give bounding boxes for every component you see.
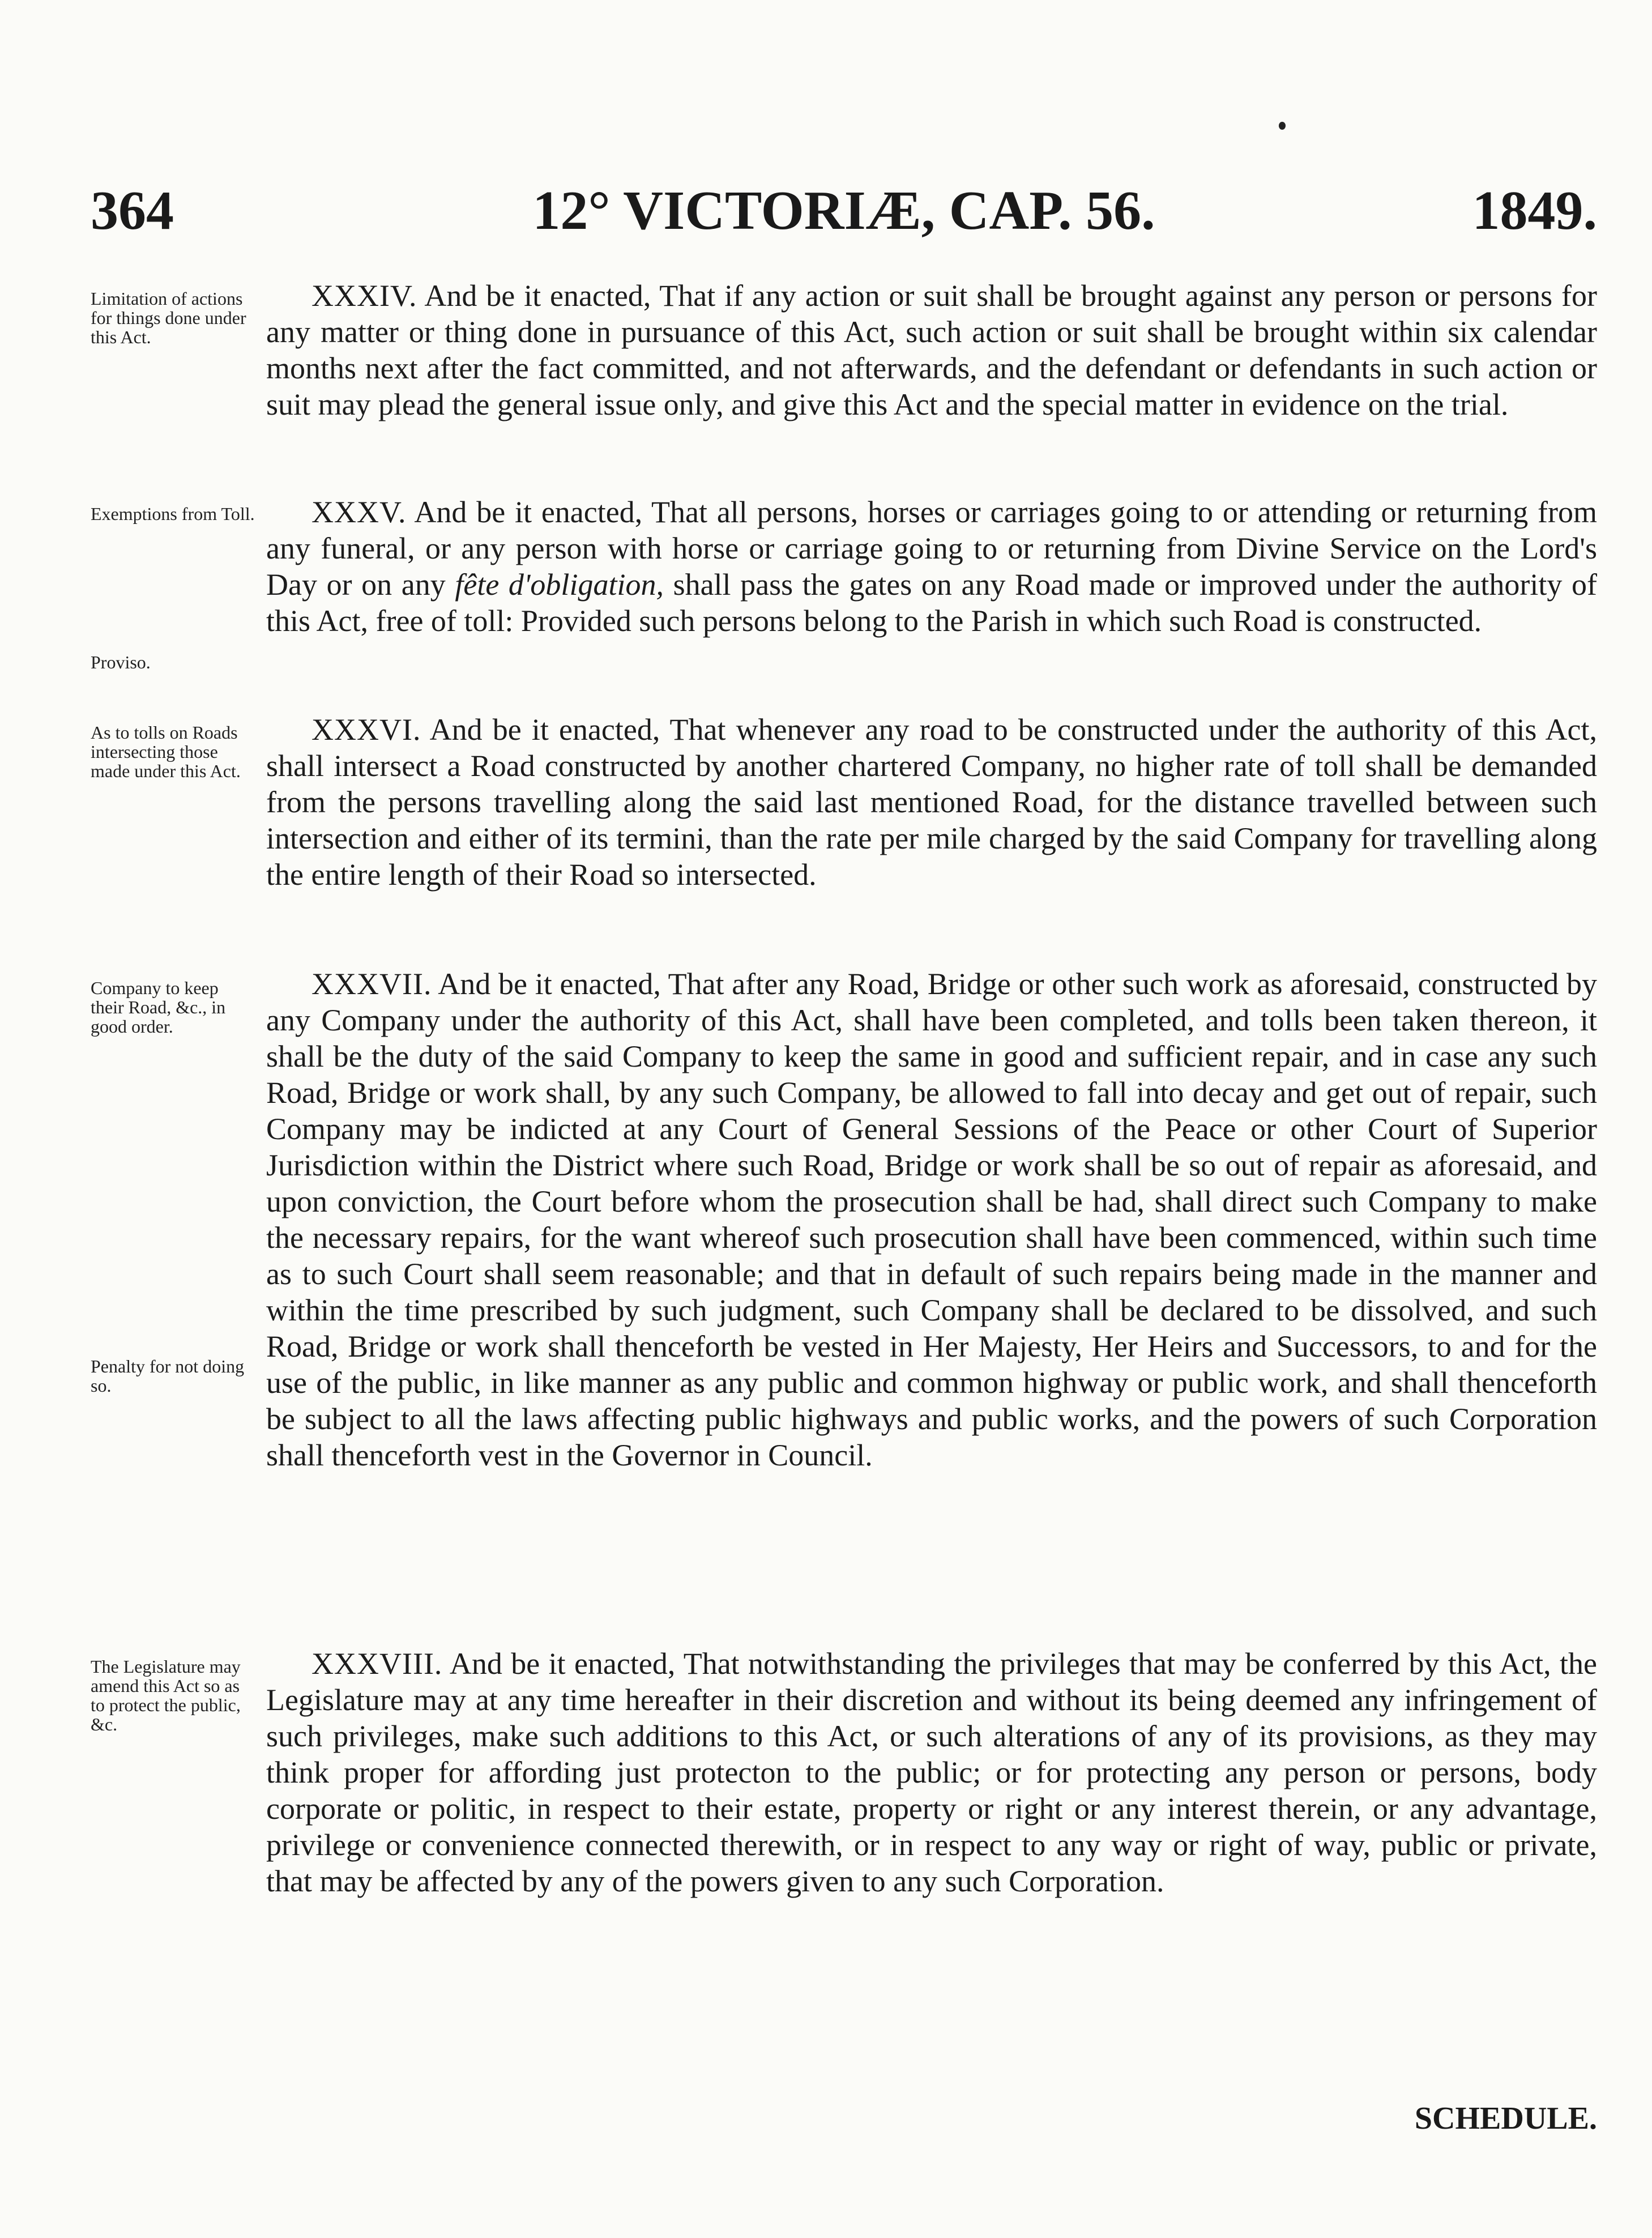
section-body: And be it enacted, That if any action or suit shall be brought against any person or persons for any matter or thing done in pursuance of this Act, such action or suit shall be brought within six calendar months next after the fact committed, and not afterwards, and the defendant or defendants in such action or suit may plead the general issue only, and give this Act and the special matter in evidence on the trial. xyxy=(266,279,1597,421)
ink-mark xyxy=(1279,122,1286,130)
section-body-part-2: shall pass the gates on any Road made or improved under the authority of this Act, free of toll: Provided such persons belong to the Parish in which such Road is constructed. xyxy=(266,568,1598,638)
page-year: 1849. xyxy=(1472,180,1597,241)
margin-note-tolls-intersecting: As to tolls on Roads intersecting those made under this Act. xyxy=(91,722,241,781)
running-title: 12° VICTORIÆ, CAP. 56. xyxy=(532,180,1155,241)
page-header xyxy=(91,177,1597,245)
margin-note-legislature: The Legislature may amend this Act so as to protect the public, &c. xyxy=(91,1656,241,1734)
section-text xyxy=(266,711,1597,893)
margin-note-good-order: Company to keep their Road, &c., in good order. xyxy=(91,978,226,1037)
section-body-italic: fête d'obligation, xyxy=(455,568,664,602)
section-number: XXXVIII. xyxy=(311,1647,443,1681)
section-text xyxy=(266,966,1597,1473)
section-number: XXXVII. xyxy=(311,967,432,1001)
margin-note-penalty: Penalty for not doing so. xyxy=(91,1356,245,1396)
section-body: And be it enacted, That after any Road, Bridge or other such work as aforesaid, constructed by any Company under the authority of this Act, shall have been completed, and tolls been taken thereon, it shall be the duty of the said Company to keep the same in good and sufficient repair, and in case any such Road, Bridge or work shall, by any such Company, be allowed to fall into decay and get out of repair, such Company may be indicted at any Court of General Sessions of the Peace or other Court of Superior Jurisdiction within the District where such Road, Bridge or work shall be so out of repair as aforesaid, and upon conviction, the Court before whom the prosecution shall be had, shall direct such Company to make the necessary repairs, for the want whereof such prosecution shall have been commenced, within such time as to such Court shall seem reasonable; and that in default of such repairs being made in the manner and within the time prescribed by such judgment, such Company shall be declared to be dissolved, and such Road, Bridge or work shall thenceforth be vested in Her Majesty, Her Heirs and Successors, to and for the use of the public, in like manner as any public and common highway or public work, and shall thenceforth be subject to all the laws affecting public highways and public works, and the powers of such Corporation shall thenceforth vest in the Governor in Council. xyxy=(266,967,1597,1472)
page-number: 364 xyxy=(91,180,174,241)
section-number: XXXV. xyxy=(311,495,407,529)
section-body: And be it enacted, That notwithstanding the privileges that may be conferred by this Act, the Legislature may at any time hereafter in their discretion and without its being deemed any infringement of such privileges, make such additions to this Act, or such alterations of any of its provisions, as they may think proper for affording just protecton to the public; or for protecting any person or persons, body corporate or politic, in respect to their estate, property or right or any interest therein, or any advantage, privilege or convenience connected therewith, or in respect to any way or right of way, public or private, that may be affected by any of the powers given to any such Corporation. xyxy=(266,1647,1597,1898)
margin-note-exemptions: Exemptions from Toll. xyxy=(91,504,255,524)
section-number: XXXVI. xyxy=(311,713,421,747)
section-text xyxy=(266,494,1597,639)
section-number: XXXIV. xyxy=(311,279,417,313)
margin-note-proviso: Proviso. xyxy=(91,652,151,672)
section-text xyxy=(266,1646,1597,1899)
section-text xyxy=(266,278,1597,423)
section-body: And be it enacted, That whenever any road to be constructed under the authority of this Act, shall intersect a Road constructed by another chartered Company, no higher rate of toll shall be demanded from the persons travelling along the said last mentioned Road, for the distance travelled between such intersection and either of its termini, than the rate per mile charged by the said Company for travelling along the entire length of their Road so intersected. xyxy=(266,713,1597,892)
schedule-heading: SCHEDULE. xyxy=(1414,2101,1597,2136)
margin-note-limitation: Limitation of actions for things done under this Act. xyxy=(91,288,246,347)
section-body-part-1: And be it enacted, That all persons, horses or carriages going to or attending or returning from any funeral, or any person with horse or carriage going to or returning from Divine Service on the Lord's Day or on any xyxy=(266,495,1597,602)
